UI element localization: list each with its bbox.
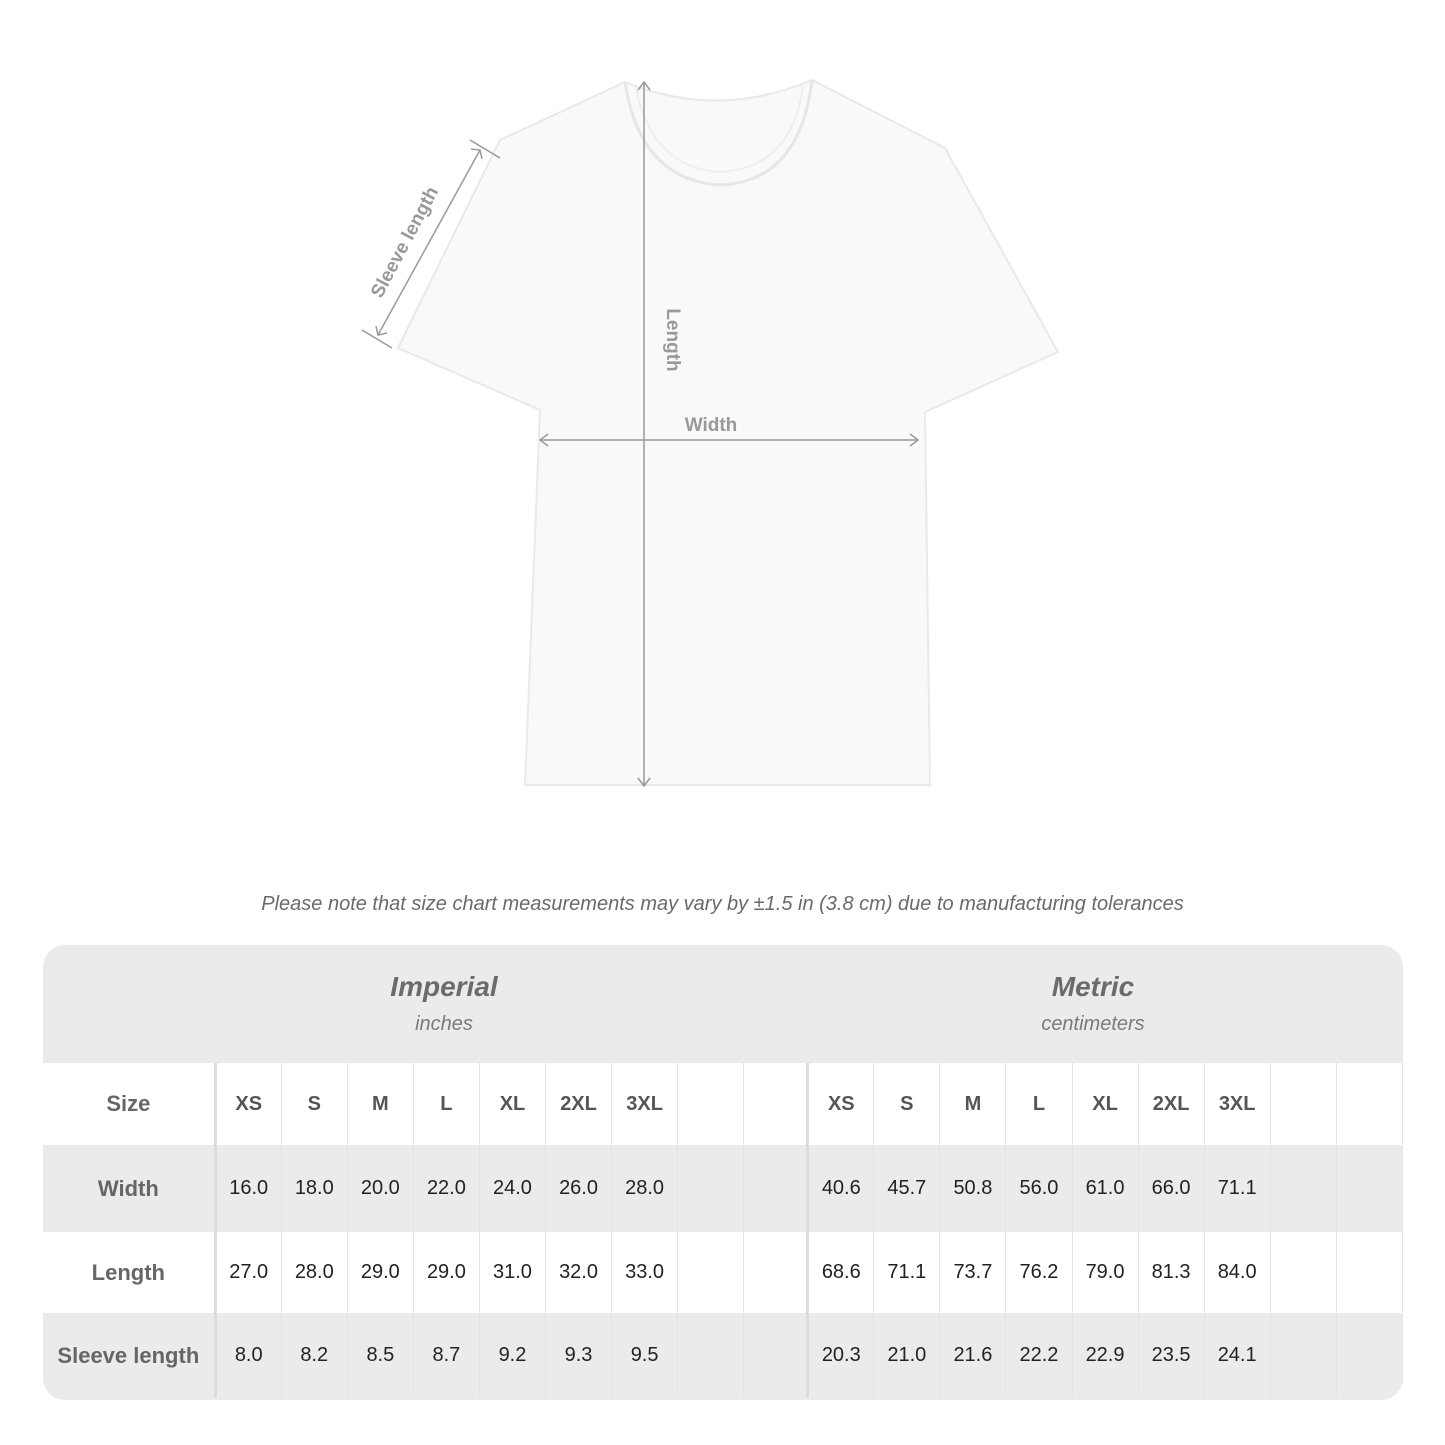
width-metric-3xl: 71.1 [1204, 1145, 1270, 1232]
tolerance-note: Please note that size chart measurements may vary by ±1.5 in (3.8 cm) due to manufacturing tolerances [261, 893, 1184, 915]
length-imperial-2xl: 32.0 [546, 1232, 612, 1313]
empty-cell [744, 1063, 808, 1145]
length-imperial-3xl: 33.0 [612, 1232, 678, 1313]
width-metric-m: 50.8 [940, 1145, 1006, 1232]
imperial-size-m: M [347, 1063, 413, 1145]
metric-unit: centimeters [1041, 1013, 1145, 1035]
empty-cell [744, 1145, 808, 1232]
empty-cell [1336, 1145, 1402, 1232]
width-metric-2xl: 66.0 [1138, 1145, 1204, 1232]
empty-cell [744, 1313, 808, 1398]
width-imperial-l: 22.0 [413, 1145, 479, 1232]
width-imperial-xl: 24.0 [479, 1145, 545, 1232]
empty-cell [678, 1063, 744, 1145]
length-row [43, 1232, 1403, 1313]
length-metric-3xl: 84.0 [1204, 1232, 1270, 1313]
length-imperial-s: 28.0 [281, 1232, 347, 1313]
empty-cell [1270, 1232, 1336, 1313]
empty-cell [1336, 1313, 1402, 1398]
sleeve-metric-l: 22.2 [1006, 1313, 1072, 1398]
width-imperial-2xl: 26.0 [546, 1145, 612, 1232]
sleeve-imperial-s: 8.2 [281, 1313, 347, 1398]
sleeve-length-row [43, 1313, 1403, 1398]
sleeve-metric-2xl: 23.5 [1138, 1313, 1204, 1398]
size-chart [43, 945, 1403, 1400]
empty-cell [1270, 1313, 1336, 1398]
metric-header [809, 945, 1377, 1063]
sleeve-length-label: Sleeve length [367, 183, 444, 302]
row-label-width: Width [43, 1145, 215, 1232]
length-imperial-l: 29.0 [413, 1232, 479, 1313]
width-imperial-m: 20.0 [347, 1145, 413, 1232]
metric-size-2xl: 2XL [1138, 1063, 1204, 1145]
sleeve-metric-xl: 22.9 [1072, 1313, 1138, 1398]
imperial-size-xl: XL [479, 1063, 545, 1145]
length-imperial-xl: 31.0 [479, 1232, 545, 1313]
length-imperial-m: 29.0 [347, 1232, 413, 1313]
length-metric-l: 76.2 [1006, 1232, 1072, 1313]
length-metric-xs: 68.6 [808, 1232, 874, 1313]
imperial-size-xs: XS [215, 1063, 281, 1145]
metric-size-s: S [874, 1063, 940, 1145]
size-row [43, 1063, 1403, 1145]
width-imperial-s: 18.0 [281, 1145, 347, 1232]
row-label-sleeve-length: Sleeve length [43, 1313, 215, 1398]
sleeve-metric-m: 21.6 [940, 1313, 1006, 1398]
metric-size-m: M [940, 1063, 1006, 1145]
empty-cell [678, 1232, 744, 1313]
empty-cell [744, 1232, 808, 1313]
width-metric-s: 45.7 [874, 1145, 940, 1232]
width-metric-xs: 40.6 [808, 1145, 874, 1232]
width-imperial-xs: 16.0 [215, 1145, 281, 1232]
metric-size-l: L [1006, 1063, 1072, 1145]
width-imperial-3xl: 28.0 [612, 1145, 678, 1232]
empty-cell [1336, 1232, 1402, 1313]
length-metric-m: 73.7 [940, 1232, 1006, 1313]
imperial-size-3xl: 3XL [612, 1063, 678, 1145]
size-table [43, 1063, 1403, 1398]
empty-cell [1270, 1063, 1336, 1145]
length-imperial-xs: 27.0 [215, 1232, 281, 1313]
imperial-size-l: L [413, 1063, 479, 1145]
metric-size-xs: XS [808, 1063, 874, 1145]
sleeve-imperial-xl: 9.2 [479, 1313, 545, 1398]
empty-cell [1270, 1145, 1336, 1232]
length-metric-xl: 79.0 [1072, 1232, 1138, 1313]
sleeve-metric-s: 21.0 [874, 1313, 940, 1398]
imperial-header [215, 945, 673, 1063]
imperial-size-2xl: 2XL [546, 1063, 612, 1145]
metric-size-3xl: 3XL [1204, 1063, 1270, 1145]
width-metric-xl: 61.0 [1072, 1145, 1138, 1232]
size-label: Size [43, 1063, 215, 1145]
sleeve-imperial-m: 8.5 [347, 1313, 413, 1398]
empty-cell [1336, 1063, 1402, 1145]
imperial-size-s: S [281, 1063, 347, 1145]
width-label: Width [684, 415, 738, 436]
metric-size-xl: XL [1072, 1063, 1138, 1145]
sleeve-metric-3xl: 24.1 [1204, 1313, 1270, 1398]
imperial-title: Imperial [390, 971, 498, 1002]
length-metric-2xl: 81.3 [1138, 1232, 1204, 1313]
sleeve-imperial-l: 8.7 [413, 1313, 479, 1398]
width-metric-l: 56.0 [1006, 1145, 1072, 1232]
imperial-unit: inches [415, 1013, 473, 1035]
empty-cell [678, 1145, 744, 1232]
row-label-length: Length [43, 1232, 215, 1313]
metric-title: Metric [1051, 971, 1135, 1002]
empty-cell [678, 1313, 744, 1398]
sleeve-metric-xs: 20.3 [808, 1313, 874, 1398]
length-label: Length [662, 308, 683, 372]
sleeve-imperial-2xl: 9.3 [546, 1313, 612, 1398]
sleeve-imperial-xs: 8.0 [215, 1313, 281, 1398]
width-row [43, 1145, 1403, 1232]
sleeve-imperial-3xl: 9.5 [612, 1313, 678, 1398]
length-metric-s: 71.1 [874, 1232, 940, 1313]
